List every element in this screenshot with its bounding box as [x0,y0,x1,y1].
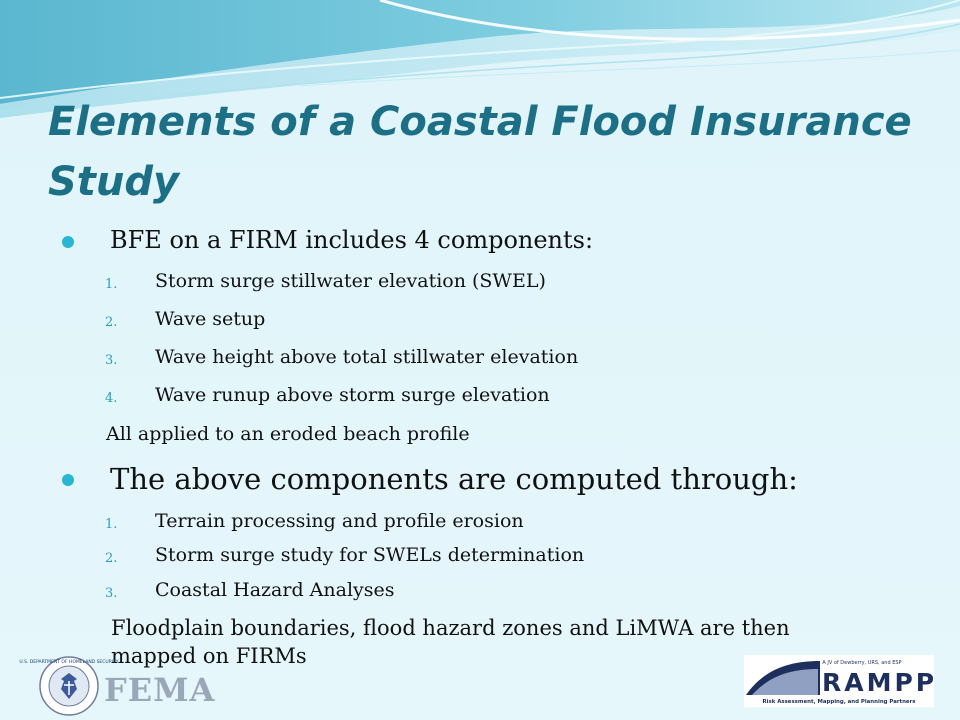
rampp-tagline: A JV of Dewberry, URS, and ESP [822,660,902,666]
list-item-text: Coastal Hazard Analyses [155,579,395,601]
fema-logo [19,655,248,717]
section2-note: Floodplain boundaries, flood hazard zones and LiMWA are then mapped on FIRMs [111,616,790,668]
list-item-text: Wave height above total stillwater elevation [155,346,579,368]
rampp-logo [744,655,938,707]
list-number: 3. [105,353,118,368]
section1-heading: BFE on a FIRM includes 4 components: [110,226,594,254]
list-number: 1. [105,277,118,292]
list-item-text: Wave runup above storm surge elevation [155,384,550,406]
list-item-text: Storm surge study for SWELs determination [155,544,585,566]
list-number: 3. [105,586,118,601]
list-item-text: Wave setup [155,308,266,330]
section2-heading: The above components are computed through: [110,462,798,496]
list-item-text: Storm surge stillwater elevation (SWEL) [155,270,546,292]
slide-title: Elements of a Coastal Flood Insurance Study [48,99,912,205]
section1-note: All applied to an eroded beach profile [106,423,470,445]
list-number: 2. [105,551,118,566]
list-item-text: Terrain processing and profile erosion [155,510,524,532]
seal-text: U.S. DEPARTMENT OF HOMELAND SECURITY [19,660,119,665]
rampp-subtitle: Risk Assessment, Mapping, and Planning Partners [762,699,916,705]
bullet-dot [62,236,74,248]
list-number: 2. [105,315,118,330]
bullet-dot [62,474,74,486]
list-number: 1. [105,517,118,532]
rampp-wordmark: RAMPP [822,668,938,697]
list-number: 4. [105,391,118,406]
fema-wordmark: FEMA [104,671,216,709]
